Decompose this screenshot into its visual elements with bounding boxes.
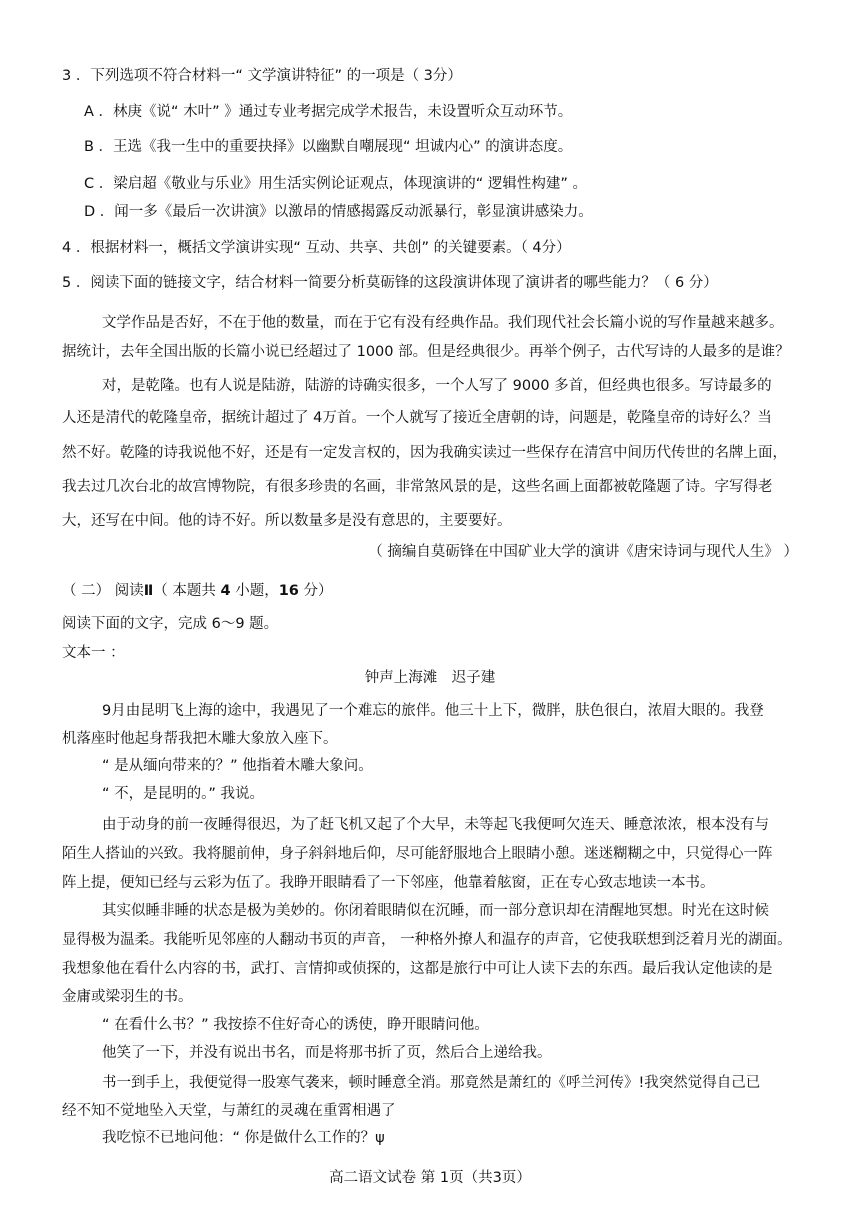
question-3-option-c: C ．梁启超《敬业与乐业》用生活实例论证观点，体现演讲的“ 逻辑性构建” 。 xyxy=(84,176,587,192)
question-3-option-d: D ．闻一多《最后一次讲演》以激昂的情感揭露反动派暴行，彰显演讲感染力。 xyxy=(84,204,593,220)
section-heading-prefix: （ 二） 阅读 xyxy=(62,583,144,599)
story-line: 他笑了一下，并没有说出书名，而是将那书折了页，然后合上递给我。 xyxy=(102,1045,552,1061)
question-3-stem: 3 ．下列选项不符合材料一“ 文学演讲特征” 的一项是（ 3分） xyxy=(62,68,462,84)
section-points: 16 xyxy=(278,583,299,599)
question-4-stem: 4 ．根据材料一，概括文学演讲实现“ 互动、共享、共创” 的关键要素。（ 4分） xyxy=(62,240,571,256)
story-title: 钟声上海滩 迟子建 xyxy=(364,670,496,686)
question-count: 4 xyxy=(220,583,231,599)
question-3-option-b: B ．王选《我一生中的重要抉择》以幽默自嘲展现“ 坦诚内心” 的演讲态度。 xyxy=(84,139,573,155)
section-heading-text: 分） xyxy=(298,583,333,599)
story-line: 阵上提，便知已经与云彩为伍了。我睁开眼睛看了一下邻座，他靠着舷窗，正在专心致志地读一本书。 xyxy=(62,875,715,891)
story-line: 经不知不觉地坠入天堂，与萧红的灵魂在重霄相遇了 xyxy=(62,1103,396,1119)
link-text-line: 人还是清代的乾隆皇帝，据统计超过了 4万首。一个人就写了接近全唐朝的诗，问题是，乾隆皇帝的诗好么？当 xyxy=(62,410,772,426)
section-heading-text: 小题， xyxy=(230,583,279,599)
story-line: 书一到手上，我便觉得一股寒气袭来，顿时睡意全消。那竟然是萧红的《呼兰河传》!我突然觉得自己已 xyxy=(102,1075,761,1091)
link-text-line: 据统计，去年全国出版的长篇小说已经超过了 1000 部。但是经典很少。再举个例子，古代写诗的人最多的是谁？ xyxy=(62,344,790,360)
link-text-line: 我去过几次台北的故宫博物院，有很多珍贵的名画，非常煞风景的是，这些名画上面都被乾隆题了诗。字写得老 xyxy=(62,479,773,495)
question-5-stem: 5 ．阅读下面的链接文字，结合材料一简要分析莫砺锋的这段演讲体现了演讲者的哪些能力？（ 6 分） xyxy=(62,275,718,291)
story-line: 由于动身的前一夜睡得很迟，为了赶飞机又起了个大早，未等起飞我便呵欠连天、睡意浓浓，根本没有与 xyxy=(102,817,769,833)
story-line: “ 是从缅向带来的？” 他指着木雕大象问。 xyxy=(102,758,373,774)
story-line: 陌生人搭讪的兴致。我将腿前伸，身子斜斜地后仰，尽可能舒服地合上眼睛小憩。迷迷糊糊之中，只觉得心一阵 xyxy=(62,846,773,862)
link-text-source: （ 摘编自莫砺锋在中国矿业大学的演讲《唐宋诗词与现代人生》 ） xyxy=(368,544,798,560)
section-heading-text: （ 本题共 xyxy=(153,583,221,599)
text-one-label: 文本一 ： xyxy=(62,645,125,661)
story-line: 9月由昆明飞上海的途中，我遇见了一个难忘的旅伴。他三十上下，微胖，肤色很白，浓眉大眼的。我登 xyxy=(102,703,764,719)
story-line: 显得极为温柔。我能听见邻座的人翻动书页的声音， 一种格外撩人和温存的声音，它使我联想到泛着月光的湖面。 xyxy=(62,932,792,948)
section-2-instruction: 阅读下面的文字，完成 6～9 题。 xyxy=(62,616,279,632)
link-text-line: 大，还写在中间。他的诗不好。所以数量多是没有意思的，主要要好。 xyxy=(62,513,512,529)
story-line: 其实似睡非睡的状态是极为美妙的。你闭着眼睛似在沉睡，而一部分意识却在清醒地冥想。时光在这时候 xyxy=(102,903,769,919)
story-line: 金庸或梁羽生的书。 xyxy=(62,989,193,1005)
link-text-line: 然不好。乾隆的诗我说他不好，还是有一定发言权的，因为我确实读过一些保存在清宫中间历代传世的名牌上面， xyxy=(62,445,787,461)
story-line: “ 在看什么书？” 我按捺不住好奇心的诱使，睁开眼睛问他。 xyxy=(102,1017,489,1033)
page-footer: 高二语文试卷 第 1页（共3页） xyxy=(329,1170,531,1186)
section-2-heading xyxy=(62,581,333,601)
section-roman-numeral: Ⅱ xyxy=(143,583,154,599)
link-text-line: 对，是乾隆。也有人说是陆游，陆游的诗确实很多，一个人写了 9000 多首，但经典也很多。写诗最多的 xyxy=(102,378,772,394)
link-text-line: 文学作品是否好，不在于他的数量，而在于它有没有经典作品。我们现代社会长篇小说的写作量越来越多。 xyxy=(102,315,784,331)
story-line: 我想象他在看什么内容的书，武打、言情抑或侦探的，这都是旅行中可让人读下去的东西。最后我认定他读的是 xyxy=(62,961,773,977)
story-line: 我吃惊不已地问他：“ 你是做什么工作的？ψ xyxy=(102,1130,385,1146)
question-3-option-a: A ．林庚《说“ 木叶” 》通过专业考据完成学术报告，未设置听众互动环节。 xyxy=(84,104,573,120)
story-line: 机落座时他起身帮我把木雕大象放入座下。 xyxy=(62,731,338,747)
story-line: “ 不，是昆明的。” 我说。 xyxy=(102,786,264,802)
